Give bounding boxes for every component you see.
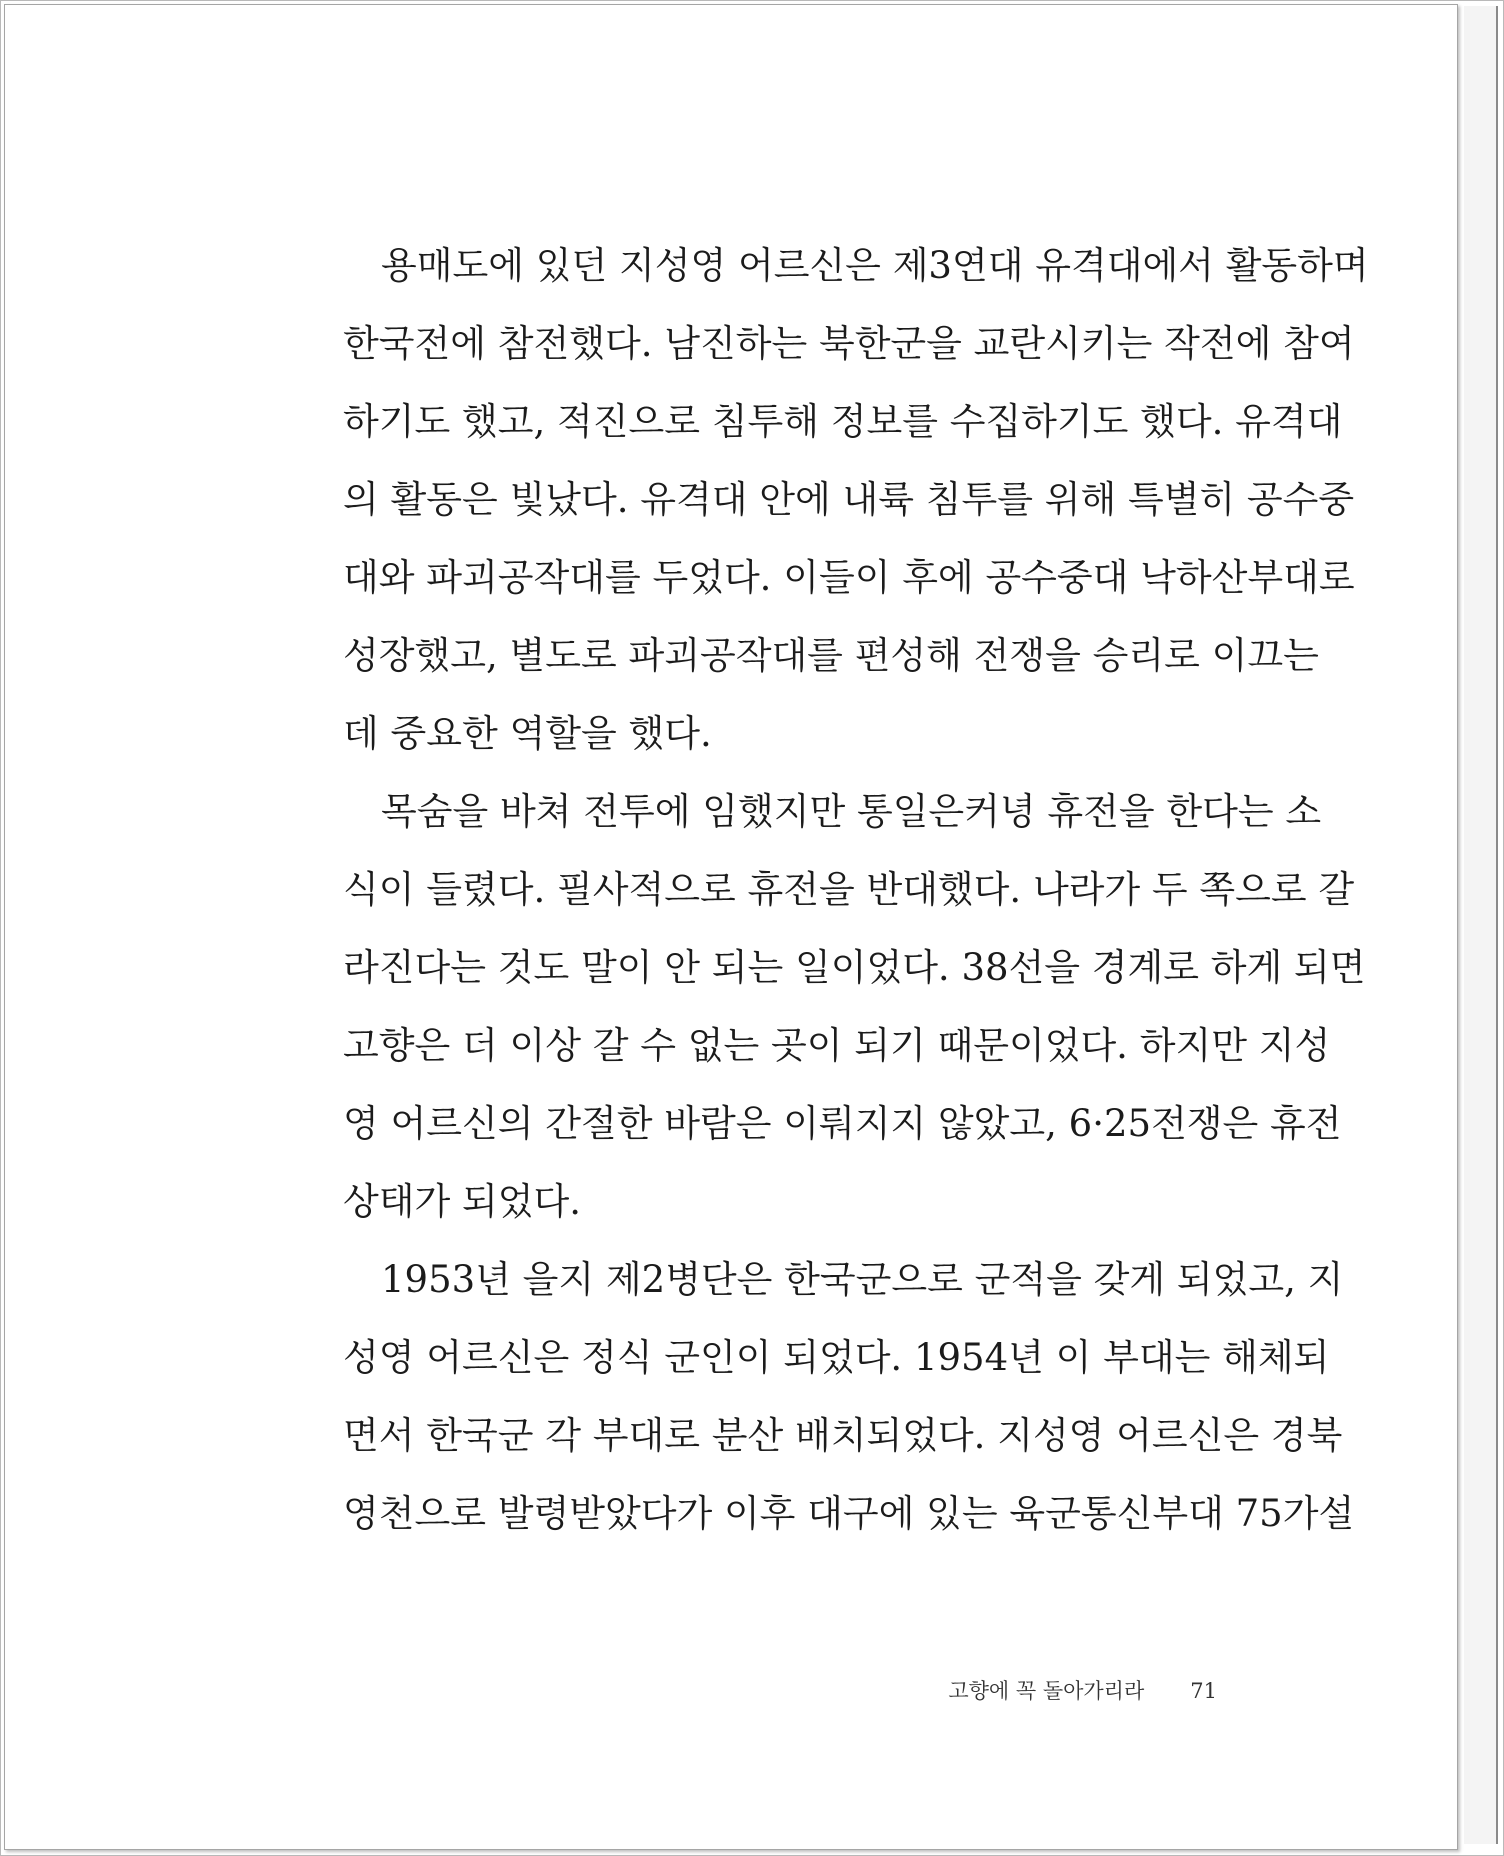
text-line: 상태가 되었다. bbox=[343, 1180, 581, 1223]
book-page bbox=[4, 4, 1458, 1850]
text-line: 영 어르신의 간절한 바람은 이뤄지지 않았고, 6·25전쟁은 휴전 bbox=[343, 1102, 1342, 1145]
paragraph-2 bbox=[343, 773, 1366, 1241]
body-text bbox=[343, 227, 1369, 1553]
text-line: 성영 어르신은 정식 군인이 되었다. 1954년 이 부대는 해체되 bbox=[343, 1336, 1330, 1379]
paragraph-3 bbox=[343, 1241, 1355, 1553]
text-line: 라진다는 것도 말이 안 되는 일이었다. 38선을 경계로 하게 되면 bbox=[343, 946, 1366, 989]
text-line: 목숨을 바쳐 전투에 임했지만 통일은커녕 휴전을 한다는 소 bbox=[381, 790, 1322, 833]
text-line: 데 중요한 역할을 했다. bbox=[343, 712, 712, 755]
text-line: 식이 들렸다. 필사적으로 휴전을 반대했다. 나라가 두 쪽으로 갈 bbox=[343, 868, 1355, 911]
text-line: 성장했고, 별도로 파괴공작대를 편성해 전쟁을 승리로 이끄는 bbox=[343, 634, 1319, 677]
text-line: 면서 한국군 각 부대로 분산 배치되었다. 지성영 어르신은 경북 bbox=[343, 1414, 1343, 1457]
page-footer bbox=[948, 1675, 1217, 1705]
text-line: 영천으로 발령받았다가 이후 대구에 있는 육군통신부대 75가설 bbox=[343, 1492, 1355, 1535]
running-title: 고향에 꼭 돌아가리라 bbox=[948, 1679, 1145, 1703]
text-line: 대와 파괴공작대를 두었다. 이들이 후에 공수중대 낙하산부대로 bbox=[343, 556, 1355, 599]
text-line: 하기도 했고, 적진으로 침투해 정보를 수집하기도 했다. 유격대 bbox=[343, 400, 1343, 443]
text-line: 용매도에 있던 지성영 어르신은 제3연대 유격대에서 활동하며 bbox=[381, 244, 1369, 287]
text-line: 한국전에 참전했다. 남진하는 북한군을 교란시키는 작전에 참여 bbox=[343, 322, 1355, 365]
page-number: 71 bbox=[1190, 1679, 1217, 1703]
text-line: 1953년 을지 제2병단은 한국군으로 군적을 갖게 되었고, 지 bbox=[381, 1258, 1344, 1301]
text-line: 고향은 더 이상 갈 수 없는 곳이 되기 때문이었다. 하지만 지성 bbox=[343, 1024, 1331, 1067]
page-edges bbox=[1464, 6, 1498, 1844]
paragraph-1 bbox=[343, 227, 1369, 773]
text-line: 의 활동은 빛났다. 유격대 안에 내륙 침투를 위해 특별히 공수중 bbox=[343, 478, 1355, 521]
